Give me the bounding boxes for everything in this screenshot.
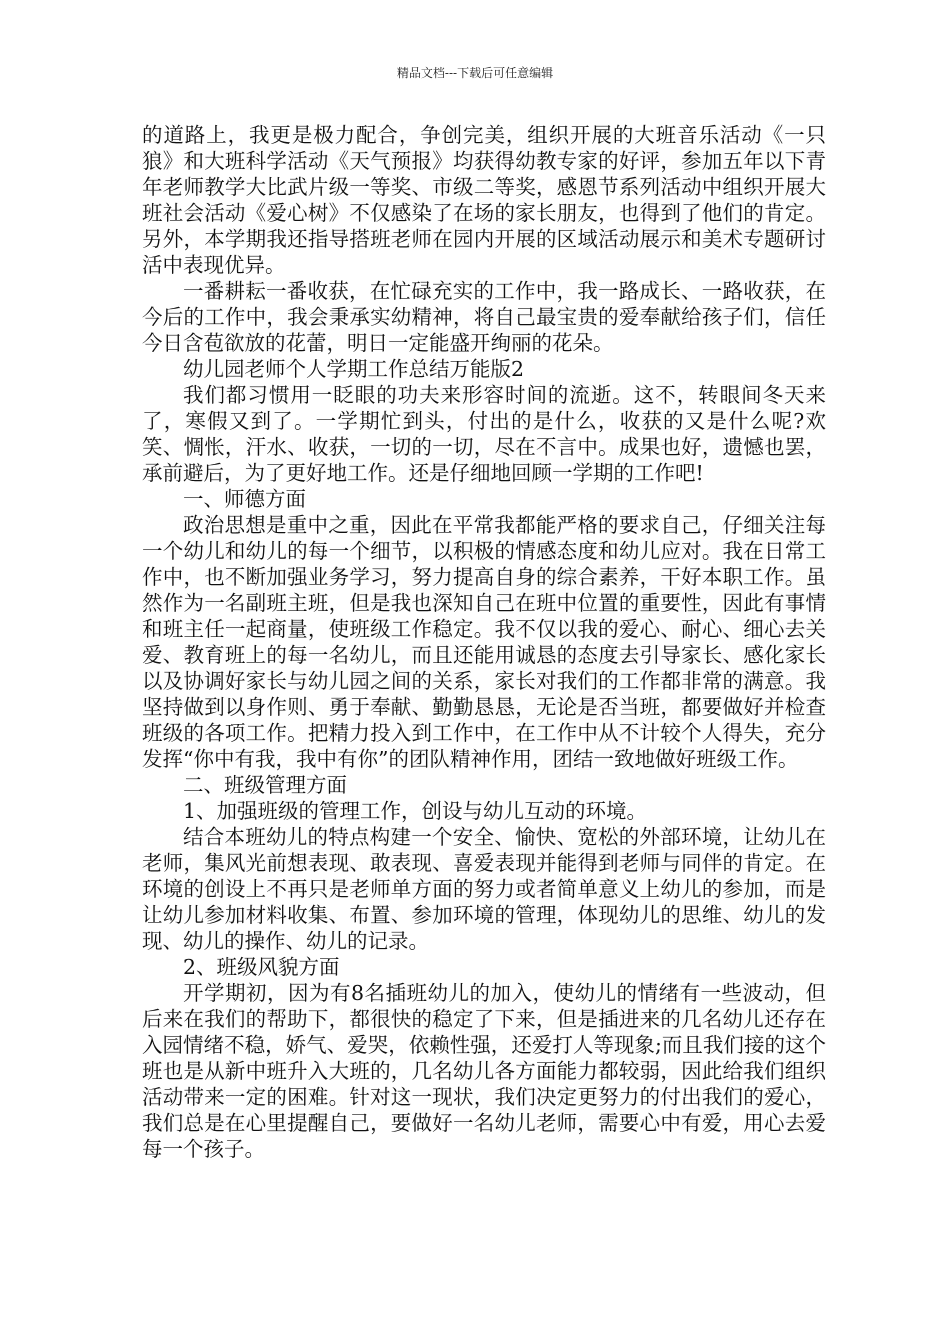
document-body	[142, 122, 826, 1162]
subsection-heading: 1、加强班级的管理工作，创设与幼儿互动的环境。	[183, 799, 648, 823]
section-heading: 一、师德方面	[183, 487, 306, 511]
subsection-heading: 2、班级风貌方面	[183, 955, 340, 979]
paragraph: 我们都习惯用一眨眼的功夫来形容时间的流逝。这不，转眼间冬天来了，寒假又到了。一学期忙到头，付出的是什么，收获的又是什么呢?欢笑、惆怅，汗水、收获，一切的一切，尽在不言中。成果也好，遗憾也罢，承前避后，为了更好地工作。还是仔细地回顾一学期的工作吧!	[142, 383, 826, 485]
page-header: 精品文档---下载后可任意编辑	[396, 66, 554, 80]
paragraph: 的道路上，我更是极力配合，争创完美，组织开展的大班音乐活动《一只狼》和大班科学活动《天气预报》均获得幼教专家的好评，参加五年以下青年老师教学大比武片级一等奖、市级二等奖，感恩节系列活动中组织开展大班社会活动《爱心树》不仅感染了在场的家长朋友，也得到了他们的肯定。另外，本学期我还指导搭班老师在园内开展的区域活动展示和美术专题研讨活中表现优异。	[142, 123, 826, 277]
paragraph: 结合本班幼儿的特点构建一个安全、愉快、宽松的外部环境，让幼儿在老师，集风光前想表现、敢表现、喜爱表现并能得到老师与同伴的肯定。在环境的创设上不再只是老师单方面的努力或者简单意义上幼儿的参加，而是让幼儿参加材料收集、布置、参加环境的管理，体现幼儿的思维、幼儿的发现、幼儿的操作、幼儿的记录。	[142, 825, 826, 953]
paragraph: 一番耕耘一番收获，在忙碌充实的工作中，我一路成长、一路收获，在今后的工作中，我会秉承实幼精神，将自己最宝贵的爱奉献给孩子们，信任今日含苞欲放的花蕾，明日一定能盛开绚丽的花朵。	[142, 279, 826, 355]
paragraph: 开学期初，因为有8名插班幼儿的加入，使幼儿的情绪有一些波动，但后来在我们的帮助下，都很快的稳定了下来，但是插进来的几名幼儿还存在入园情绪不稳，娇气、爱哭，依赖性强，还爱打人等现象;而且我们接的这个班也是从新中班升入大班的，几名幼儿各方面能力都较弱，因此给我们组织活动带来一定的困难。针对这一现状，我们决定更努力的付出我们的爱心，我们总是在心里提醒自己，要做好一名幼儿老师，需要心中有爱，用心去爱每一个孩子。	[142, 981, 826, 1161]
section-heading: 二、班级管理方面	[183, 773, 347, 797]
paragraph: 政治思想是重中之重，因此在平常我都能严格的要求自己，仔细关注每一个幼儿和幼儿的每一个细节，以积极的情感态度和幼儿应对。我在日常工作中，也不断加强业务学习，努力提高自身的综合素养，干好本职工作。虽然作为一名副班主班，但是我也深知自己在班中位置的重要性，因此有事情和班主任一起商量，使班级工作稳定。我不仅以我的爱心、耐心、细心去关爱、教育班上的每一名幼儿，而且还能用诚恳的态度去引导家长、感化家长以及协调好家长与幼儿园之间的关系，家长对我们的工作都非常的满意。我坚持做到以身作则、勇于奉献、勤勤恳恳，无论是否当班，都要做好并检查班级的各项工作。把精力投入到工作中，在工作中从不计较个人得失，充分发挥“你中有我，我中有你”的团队精神作用，团结一致地做好班级工作。	[142, 513, 826, 771]
section-title: 幼儿园老师个人学期工作总结万能版2	[183, 357, 525, 381]
